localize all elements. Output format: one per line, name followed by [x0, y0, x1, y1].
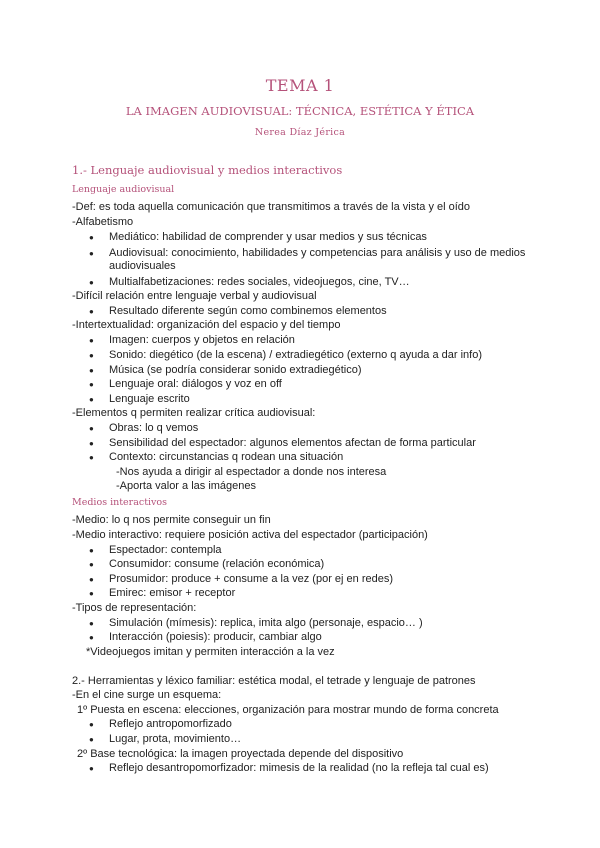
text-line: -Medio interactivo: requiere posición activa del espectador (participación)	[72, 529, 428, 541]
subsection-medios-interactivos: Medios interactivos	[72, 497, 168, 508]
bullet-item: ● Prosumidor: produce + consume a la vez (por ej en redes)	[109, 573, 579, 586]
bullet-item: ● Mediático: habilidad de comprender y usar medios y sus técnicas	[109, 231, 579, 244]
bullet-item: ● Lugar, prota, movimiento…	[109, 733, 579, 746]
bullet-item: ● Reflejo desantropomorfizador: mimesis de la realidad (no la refleja tal cual es)	[109, 762, 579, 775]
text-line: -Elementos q permiten realizar crítica audiovisual:	[72, 407, 316, 419]
bullet-item: ● Obras: lo q vemos	[109, 422, 579, 435]
text-line: -Nos ayuda a dirigir al espectador a donde nos interesa	[116, 466, 387, 478]
bullet-item: ● Sensibilidad del espectador: algunos elementos afectan de forma particular	[109, 437, 579, 450]
document-subtitle: LA IMAGEN AUDIOVISUAL: TÉCNICA, ESTÉTICA Y ÉTICA	[125, 104, 475, 118]
bullet-item: ● Multialfabetizaciones: redes sociales, videojuegos, cine, TV…	[109, 276, 579, 289]
text-line: -Tipos de representación:	[72, 602, 197, 614]
document-author: Nerea Díaz Jérica	[254, 127, 346, 138]
section-1-heading: 1.- Lenguaje audiovisual y medios interactivos	[72, 163, 343, 177]
text-line: -Medio: lo q nos permite conseguir un fin	[72, 514, 271, 526]
document-title: TEMA 1	[265, 76, 335, 95]
text-line: 1º Puesta en escena: elecciones, organización para mostrar mundo de forma concreta	[77, 704, 499, 716]
subsection-lenguaje-audiovisual: Lenguaje audiovisual	[72, 184, 175, 195]
bullet-item: ● Resultado diferente según como combinemos elementos	[109, 305, 579, 318]
text-line: -Intertextualidad: organización del espacio y del tiempo	[72, 319, 341, 331]
bullet-item: ● Reflejo antropomorfizado	[109, 718, 579, 731]
bullet-item: ● Música (se podría considerar sonido extradiegético)	[109, 364, 579, 377]
text-line: -Difícil relación entre lenguaje verbal y audiovisual	[72, 290, 317, 302]
bullet-item: ● Imagen: cuerpos y objetos en relación	[109, 334, 579, 347]
bullet-item: ● Contexto: circunstancias q rodean una situación	[109, 451, 579, 464]
text-line: -En el cine surge un esquema:	[72, 689, 222, 701]
text-line: -Alfabetismo	[72, 216, 134, 228]
bullet-item: ● Espectador: contempla	[109, 544, 579, 557]
text-line: -Def: es toda aquella comunicación que transmitimos a través de la vista y el oído	[72, 201, 471, 213]
bullet-item: ● Lenguaje escrito	[109, 393, 579, 406]
bullet-item: ● Lenguaje oral: diálogos y voz en off	[109, 378, 579, 391]
bullet-item: ● Sonido: diegético (de la escena) / extradiegético (externo q ayuda a dar info)	[109, 349, 579, 362]
text-line: 2º Base tecnológica: la imagen proyectada depende del dispositivo	[77, 748, 404, 760]
bullet-item: ● Emirec: emisor + receptor	[109, 587, 579, 600]
text-line: *Videojuegos imitan y permiten interacción a la vez	[86, 646, 335, 658]
bullet-item: ● Consumidor: consume (relación económica)	[109, 558, 579, 571]
bullet-item: ● Interacción (poiesis): producir, cambiar algo	[109, 631, 579, 644]
text-line: -Aporta valor a las imágenes	[116, 480, 257, 492]
bullet-item: ● Audiovisual: conocimiento, habilidades y competencias para análisis y uso de medios audiovisuales	[109, 247, 579, 273]
bullet-item: ● Simulación (mímesis): replica, imita algo (personaje, espacio… )	[109, 617, 579, 630]
section-2-heading: 2.- Herramientas y léxico familiar: estética modal, el tetrade y lenguaje de patrones	[72, 675, 476, 687]
